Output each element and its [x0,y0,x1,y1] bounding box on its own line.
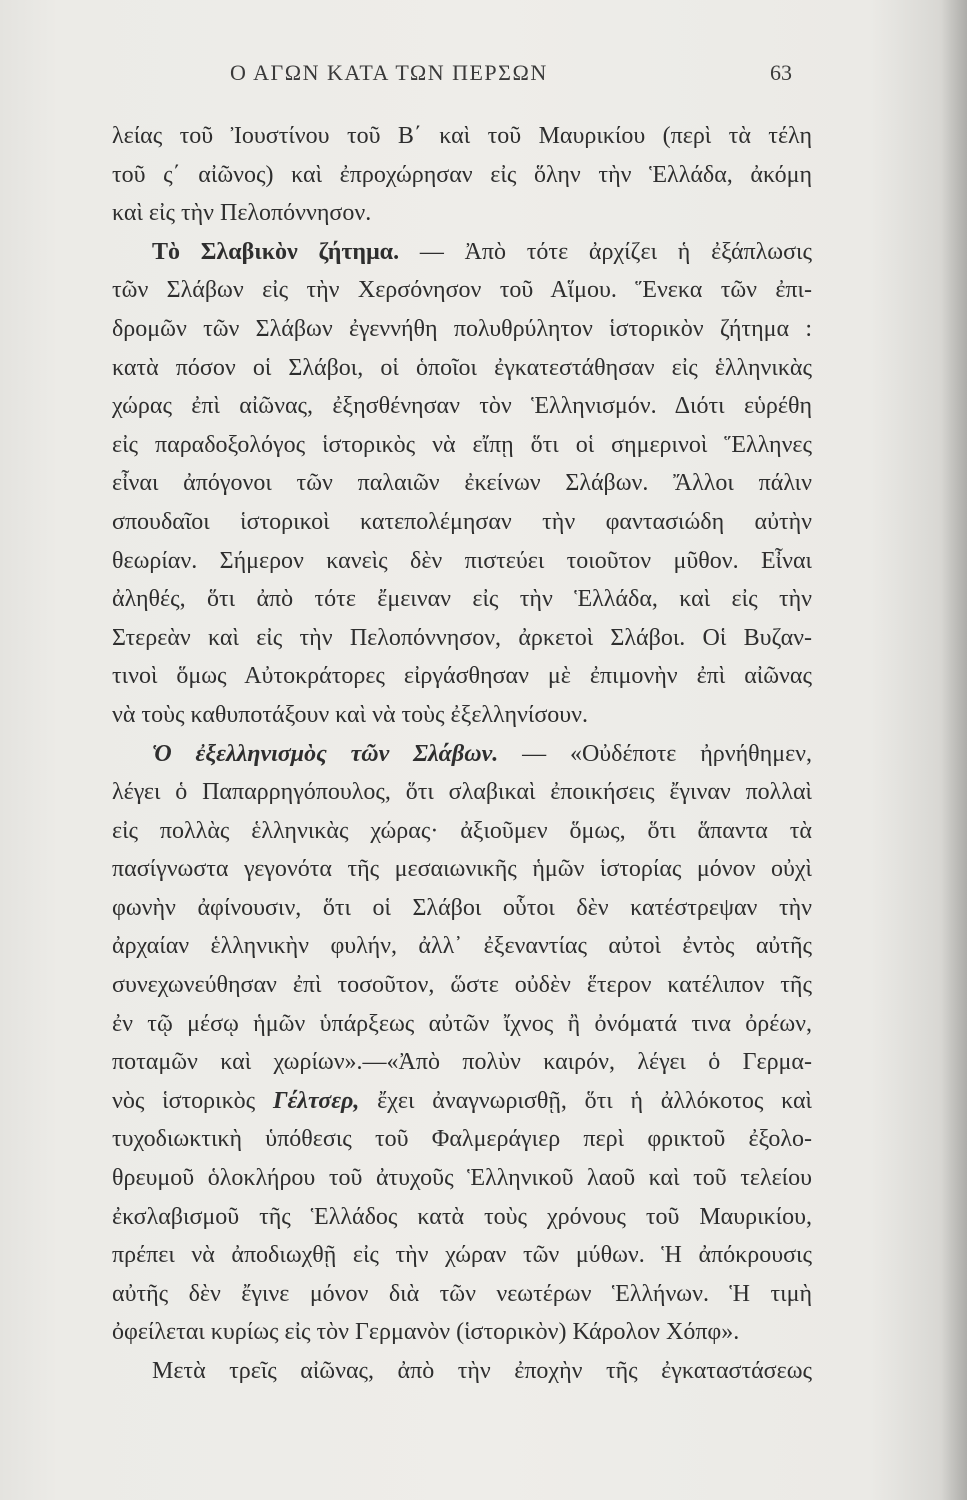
section-heading-hellenization: Ὁ ἐξελληνισμὸς τῶν Σλάβων. [152,740,499,767]
text-fragment: ἔχει ἀναγνωρισθῇ, ὅτι ἡ ἀλλόκοτος καὶ [377,1087,813,1114]
text-line: τοῦ ς΄ αἰῶνος) καὶ ἐπροχώρησαν εἰς ὅλην τὴν Ἑλλάδα, ἀκόμη [112,161,812,188]
text-line: χώρας ἐπὶ αἰῶνας, ἐξησθένησαν τὸν Ἑλληνισμόν. Διότι εὑρέθη [112,393,812,420]
text-line: Στερεὰν καὶ εἰς τὴν Πελοπόννησον, ἀρκετοὶ Σλάβοι. Οἱ Βυζαν- [112,624,812,651]
page-edge-shadow [941,0,967,1500]
text-line: πρέπει νὰ ἀποδιωχθῇ εἰς τὴν χώραν τῶν μύθων. Ἡ ἀπόκρουσις [112,1242,812,1269]
text-line: αὐτῆς δὲν ἔγινε μόνον διὰ τῶν νεωτέρων Ἑλλήνων. Ἡ τιμὴ [112,1280,812,1307]
text-line: πασίγνωστα γεγονότα τῆς μεσαιωνικῆς ἡμῶν ἱστορίας μόνον οὐχὶ [112,856,812,883]
paragraph-heading-line [112,735,812,774]
text-fragment: — Ἀπὸ τότε ἀρχίζει ἡ ἐξάπλωσις [419,238,812,265]
text-line: Μετὰ τρεῖς αἰῶνας, ἀπὸ τὴν ἐποχὴν τῆς ἐγκαταστάσεως [152,1358,812,1384]
text-body [112,117,812,1391]
paragraph-heading-line [112,233,812,272]
text-line [112,1082,812,1121]
text-line: ἐν τῷ μέσῳ ἡμῶν ὑπάρξεως αὐτῶν ἴχνος ἢ ὀνόματά τινα ὀρέων, [112,1010,812,1037]
text-line: λέγει ὁ Παπαρρηγόπουλος, ὅτι σλαβικαὶ ἐποικήσεις ἔγιναν πολλαὶ [112,779,812,806]
text-line: τῶν Σλάβων εἰς τὴν Χερσόνησον τοῦ Αἵμου. Ἕνεκα τῶν ἐπι- [112,277,812,304]
text-line: εἶναι ἀπόγονοι τῶν παλαιῶν ἐκείνων Σλάβων. Ἄλλοι πάλιν [112,470,812,497]
text-line: λείας τοῦ Ἰουστίνου τοῦ Β΄ καὶ τοῦ Μαυρικίου (περὶ τὰ τέλη [112,123,812,149]
text-fragment: — «Οὐδέποτε ἠρνήθημεν, [522,740,813,767]
text-line: εἰς παραδοξολόγος ἱστορικὸς νὰ εἴπῃ ὅτι οἱ σημερινοὶ Ἕλληνες [112,431,812,458]
text-line: ἀρχαίαν ἑλληνικὴν φυλήν, ἀλλ᾽ ἐξεναντίας αὐτοὶ ἐντὸς αὐτῆς [112,933,812,960]
text-line: τυχοδιωκτικὴ ὑπόθεσις τοῦ Φαλμεράγιερ περὶ φρικτοῦ ἐξολο- [112,1126,812,1153]
text-line: δρομῶν τῶν Σλάβων ἐγεννήθη πολυθρύλητον ἱστορικὸν ζήτημα : [112,315,812,342]
text-line: εἰς πολλὰς ἑλληνικὰς χώρας· ἀξιοῦμεν ὅμως, ὅτι ἅπαντα τὰ [112,817,812,844]
text-line: θεωρίαν. Σήμερον κανεὶς δὲν πιστεύει τοιοῦτον μῦθον. Εἶναι [112,547,812,574]
text-line: καὶ εἰς τὴν Πελοπόννησον. [112,200,372,227]
text-line: φωνὴν ἀφίνουσιν, ὅτι οἱ Σλάβοι οὗτοι δὲν κατέστρεψαν τὴν [112,894,812,921]
text-line: νὰ τοὺς καθυποτάξουν καὶ νὰ τοὺς ἐξελληνίσουν. [112,701,588,728]
running-title: Ο ΑΓΩΝ ΚΑΤΑ ΤΩΝ ΠΕΡΣΩΝ [230,60,548,85]
text-line: ἀληθές, ὅτι ἀπὸ τότε ἔμειναν εἰς τὴν Ἑλλάδα, καὶ εἰς τὴν [112,586,812,613]
text-line: κατὰ πόσον οἱ Σλάβοι, οἱ ὁποῖοι ἐγκατεστάθησαν εἰς ἑλληνικὰς [112,354,812,381]
page-number: 63 [770,60,792,85]
text-line: ὀφείλεται κυρίως εἰς τὸν Γερμανὸν (ἱστορικὸν) Κάρολον Χόπφ». [112,1319,740,1346]
section-heading-slavic-question: Τὸ Σλαβικὸν ζήτημα. [152,238,400,265]
person-name-geltser: Γέλτσερ, [272,1087,360,1114]
text-fragment: νὸς ἱστορικὸς [112,1087,256,1114]
text-line: συνεχωνεύθησαν ἐπὶ τοσοῦτον, ὥστε οὐδὲν ἕτερον κατέλιπον τῆς [112,972,812,999]
text-line: ἐκσλαβισμοῦ τῆς Ἑλλάδος κατὰ τοὺς χρόνους τοῦ Μαυρικίου, [112,1203,812,1230]
page-header [0,60,967,94]
text-line: θρευμοῦ ὁλοκλήρου τοῦ ἀτυχοῦς Ἑλληνικοῦ λαοῦ καὶ τοῦ τελείου [112,1165,812,1192]
text-line: ποταμῶν καὶ χωρίων».—«Ἀπὸ πολὺν καιρόν, λέγει ὁ Γερμα- [112,1049,812,1076]
text-line: τινοὶ ὅμως Αὐτοκράτορες εἰργάσθησαν μὲ ἐπιμονὴν ἐπὶ αἰῶνας [112,663,812,690]
text-line: σπουδαῖοι ἱστορικοὶ κατεπολέμησαν τὴν φαντασιώδη αὐτὴν [112,508,812,535]
